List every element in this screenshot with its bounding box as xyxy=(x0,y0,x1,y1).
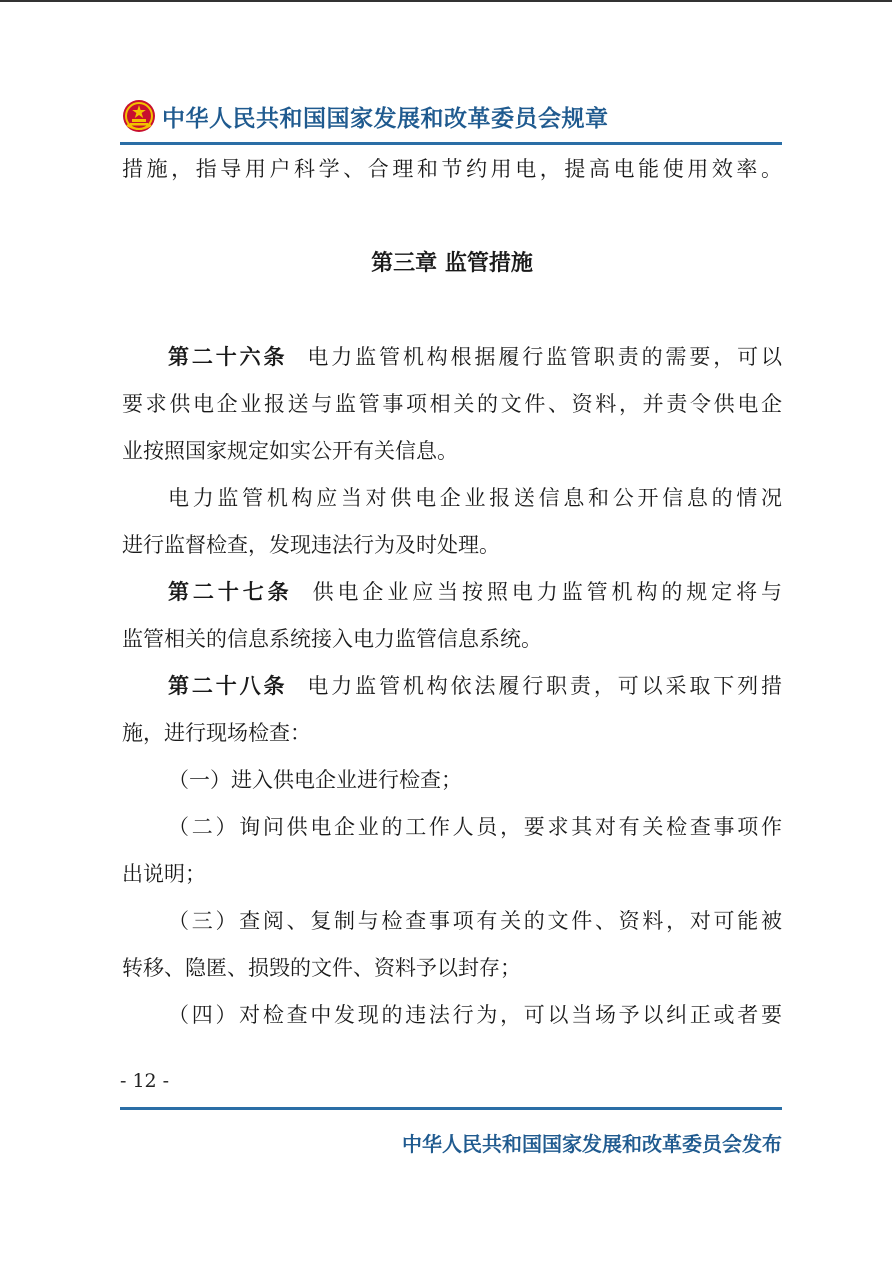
item-3-line-2: 转移、隐匿、损毁的文件、资料予以封存； xyxy=(122,956,521,980)
page-number: - 12 - xyxy=(120,1070,170,1092)
chapter-title: 第三章 监管措施 xyxy=(371,251,533,276)
page-header xyxy=(122,96,609,136)
article-28-line-1: 第二十八条 电力监管机构依法履行职责，可以采取下列措 xyxy=(168,674,782,698)
header-divider xyxy=(120,142,782,145)
item-2-line-1: （二）询问供电企业的工作人员，要求其对有关检查事项作 xyxy=(168,815,782,839)
continuation-line: 措施，指导用户科学、合理和节约用电，提高电能使用效率。 xyxy=(122,157,782,181)
document-body xyxy=(122,146,782,1039)
article-26-label: 第二十六条 xyxy=(168,345,288,369)
article-26-line-2: 要求供电企业报送与监管事项相关的文件、资料，并责令供电企 xyxy=(122,392,782,416)
footer-publisher: 中华人民共和国国家发展和改革委员会发布 xyxy=(402,1132,782,1156)
article-27-line-1: 第二十七条 供电企业应当按照电力监管机构的规定将与 xyxy=(168,580,782,604)
header-title: 中华人民共和国国家发展和改革委员会规章 xyxy=(162,105,609,132)
item-1: （一）进入供电企业进行检查； xyxy=(168,768,462,792)
article-28-line-2: 施，进行现场检查： xyxy=(122,721,311,745)
item-4-line-1: （四）对检查中发现的违法行为，可以当场予以纠正或者要 xyxy=(168,1003,782,1027)
item-2-line-2: 出说明； xyxy=(122,862,206,886)
item-3-line-1: （三）查阅、复制与检查事项有关的文件、资料，对可能被 xyxy=(168,909,782,933)
top-border xyxy=(0,0,892,2)
national-emblem-icon xyxy=(122,99,156,133)
paragraph-26b-line-2: 进行监督检查，发现违法行为及时处理。 xyxy=(122,533,500,557)
footer-divider xyxy=(120,1107,782,1110)
article-26-line-3: 业按照国家规定如实公开有关信息。 xyxy=(122,439,458,463)
article-27-line-2: 监管相关的信息系统接入电力监管信息系统。 xyxy=(122,627,542,651)
article-26-line-1: 第二十六条 电力监管机构根据履行监管职责的需要，可以 xyxy=(168,345,782,369)
paragraph-26b-line-1: 电力监管机构应当对供电企业报送信息和公开信息的情况 xyxy=(168,486,782,510)
article-28-label: 第二十八条 xyxy=(168,674,288,698)
article-27-label: 第二十七条 xyxy=(168,580,293,604)
